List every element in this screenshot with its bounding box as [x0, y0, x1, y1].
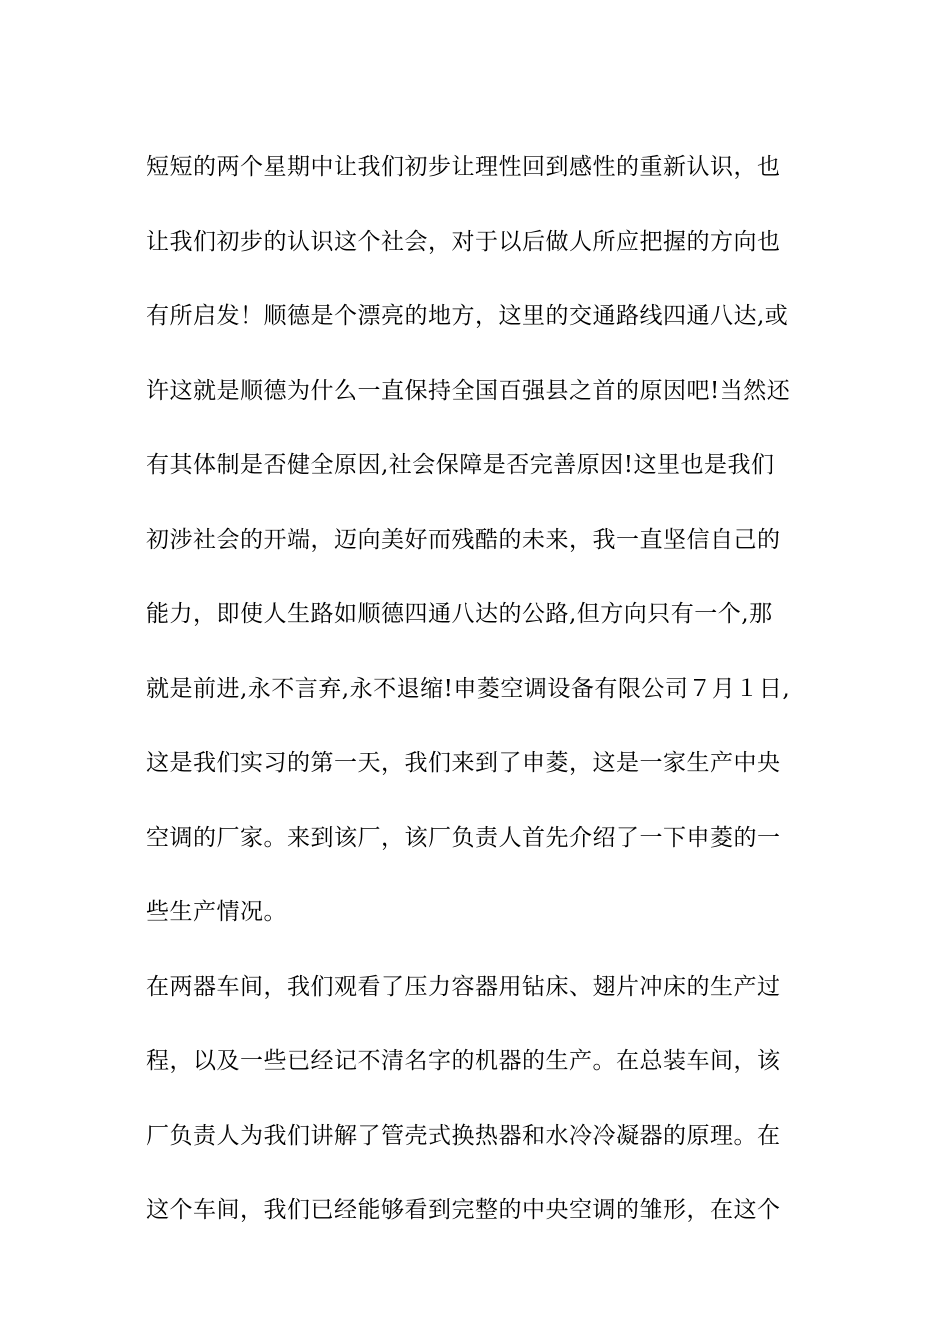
text-line-8: 就是前进,永不言弃,永不退缩!申菱空调设备有限公司７月１日, [146, 675, 791, 702]
text-line-2: 让我们初步的认识这个社会，对于以后做人所应把握的方向也 [146, 228, 781, 255]
text-line-3: 有所启发！顺德是个漂亮的地方，这里的交通路线四通八达,或 [146, 303, 789, 329]
text-line-1: 短短的两个星期中让我们初步让理性回到感性的重新认识，也 [146, 154, 781, 180]
text-line-9: 这是我们实习的第一天，我们来到了申菱，这是一家生产中央 [146, 750, 781, 776]
text-line-11: 些生产情况。 [146, 899, 287, 925]
text-line-15: 这个车间，我们已经能够看到完整的中央空调的雏形，在这个 [146, 1197, 781, 1223]
text-line-5: 有其体制是否健全原因,社会保障是否完善原因!这里也是我们 [146, 452, 775, 478]
text-line-6: 初涉社会的开端，迈向美好而残酷的未来，我一直坚信自己的 [146, 526, 781, 553]
text-line-7: 能力，即使人生路如顺德四通八达的公路,但方向只有一个,那 [146, 601, 773, 627]
text-line-14: 厂负责人为我们讲解了管壳式换热器和水冷冷凝器的原理。在 [146, 1122, 781, 1149]
text-line-13: 程，以及一些已经记不清名字的机器的生产。在总装车间，该 [146, 1048, 781, 1074]
text-line-12: 在两器车间，我们观看了压力容器用钻床、翅片冲床的生产过 [146, 973, 781, 1000]
body-text [146, 130, 816, 1248]
text-line-4: 许这就是顺德为什么一直保持全国百强县之首的原因吧!当然还 [146, 377, 791, 404]
text-line-10: 空调的厂家。来到该厂，该厂负责人首先介绍了一下申菱的一 [146, 824, 781, 851]
